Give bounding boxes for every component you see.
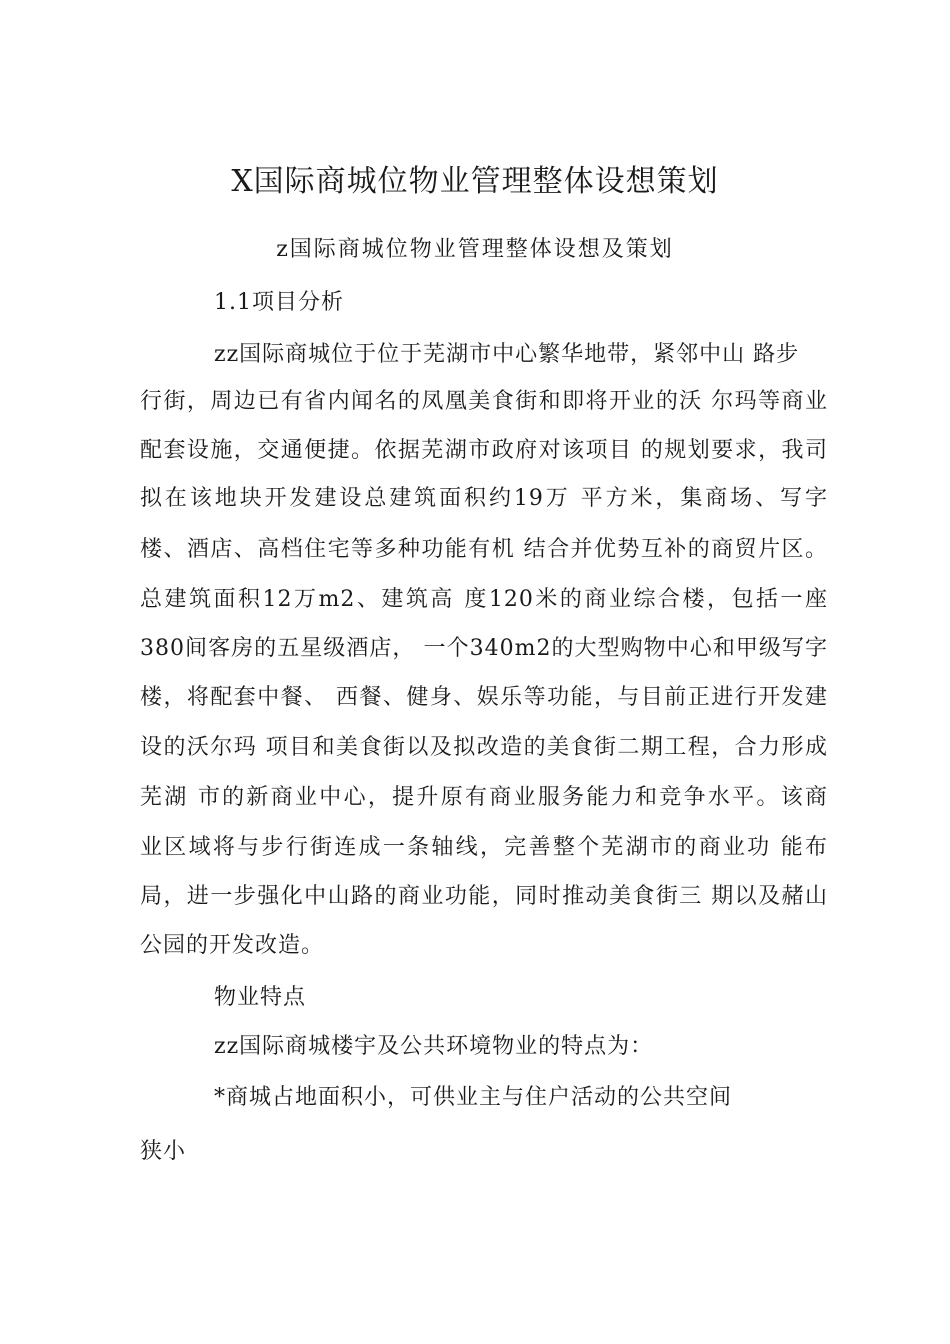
paragraph-line: 拟在该地块开发建设总建筑面积约19万 平方米，集商场、写字 bbox=[140, 486, 828, 511]
document-title: X国际商城位物业管理整体设想策划 bbox=[231, 164, 719, 199]
property-intro: zz国际商城楼宇及公共环境物业的特点为： bbox=[214, 1034, 654, 1059]
paragraph-line: 行街，周边已有省内闻名的凤凰美食街和即将开业的沃 尔玛等商业 bbox=[140, 389, 828, 414]
section-heading: 1.1项目分析 bbox=[214, 290, 344, 315]
paragraph-line: 公园的开发改造。 bbox=[140, 933, 325, 958]
paragraph-line: 局，进一步强化中山路的商业功能，同时推动美食街三 期以及赭山 bbox=[140, 884, 828, 909]
paragraph-line: 设的沃尔玛 项目和美食街以及拟改造的美食街二期工程，合力形成 bbox=[140, 735, 828, 760]
paragraph-line: 配套设施，交通便捷。依据芜湖市政府对该项目 的规划要求，我司 bbox=[140, 438, 828, 463]
paragraph-line: 楼、酒店、高档住宅等多种功能有机 结合并优势互补的商贸片区。 bbox=[140, 537, 828, 562]
paragraph-line: 总建筑面积12万m2、建筑高 度120米的商业综合楼，包括一座 bbox=[140, 587, 828, 612]
bullet-line-continuation: 狭小 bbox=[140, 1139, 187, 1164]
paragraph-line: zz国际商城位于位于芜湖市中心繁华地带，紧邻中山 路步 bbox=[214, 342, 800, 367]
paragraph-line: 楼，将配套中餐、 西餐、健身、娱乐等功能，与目前正进行开发建 bbox=[140, 685, 828, 710]
bullet-line: *商城占地面积小，可供业主与住户活动的公共空间 bbox=[214, 1085, 733, 1110]
paragraph-line: 芜湖 市的新商业中心，提升原有商业服务能力和竞争水平。该商 bbox=[140, 785, 828, 810]
paragraph-line: 380间客房的五星级酒店， 一个340m2的大型购物中心和甲级写字 bbox=[140, 636, 828, 661]
document-subtitle: z国际商城位物业管理整体设想及策划 bbox=[276, 237, 674, 262]
paragraph-line: 业区域将与步行街连成一条轴线，完善整个芜湖市的商业功 能布 bbox=[140, 835, 828, 860]
property-heading: 物业特点 bbox=[214, 985, 307, 1010]
